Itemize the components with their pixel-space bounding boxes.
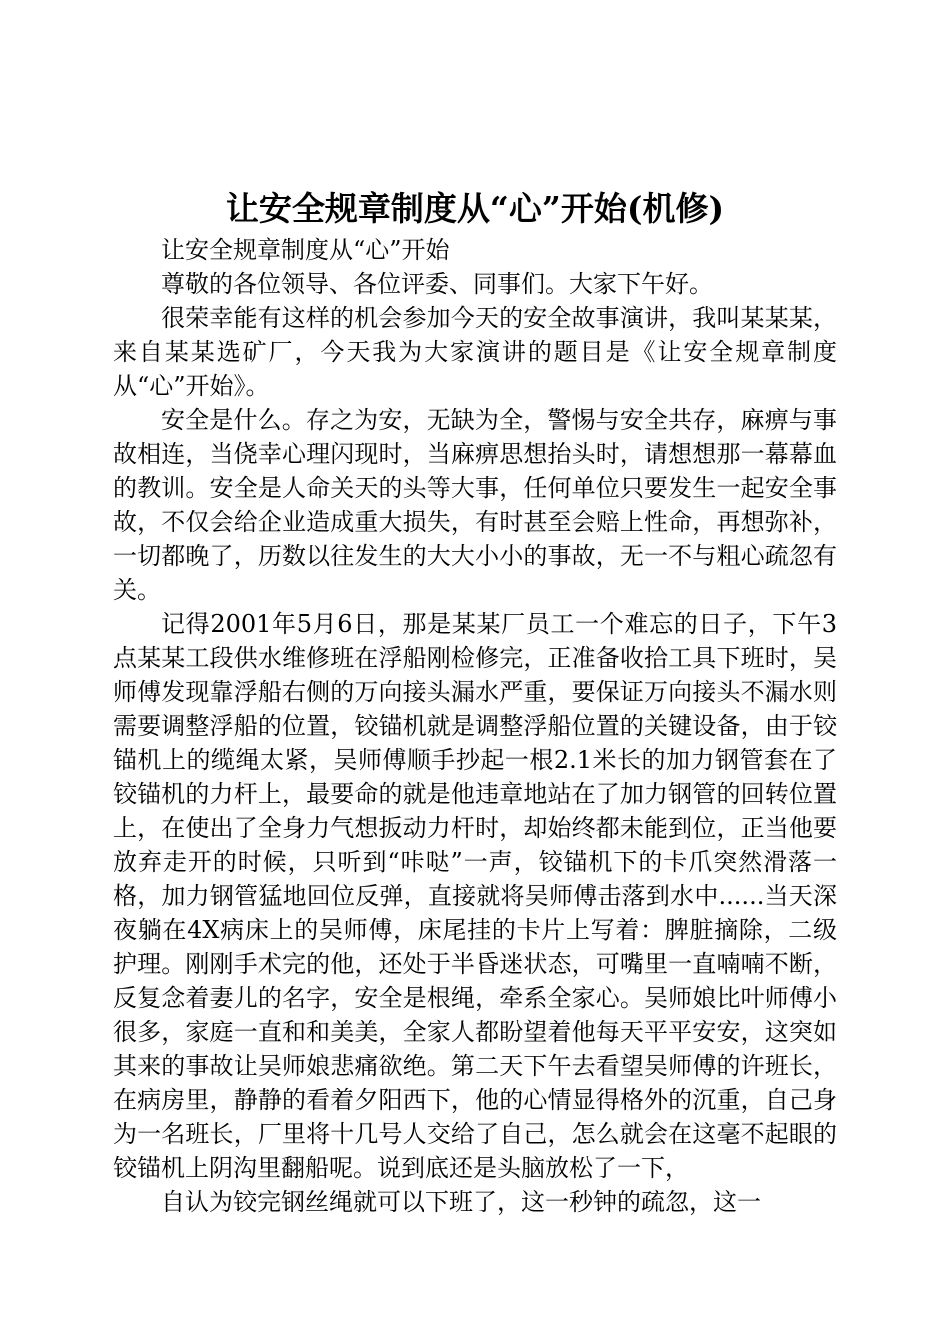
document-title: 让安全规章制度从“心”开始(机修) [225, 189, 725, 228]
paragraph-what-is-safety: 安全是什么。存之为安，无缺为全，警惕与安全共存，麻痹与事故相连，当侥幸心理闪现时，当麻痹思想抬头时，请想想那一幕幕血的教训。安全是人命关天的头等大事，任何单位只要发生一起安全事故，不仅会给企业造成重大损失，有时甚至会赔上性命，再想弥补，一切都晚了，历数以往发生的大大小小的事故，无一不与粗心疏忽有关。 [113, 406, 837, 604]
document-body [113, 233, 837, 1219]
paragraph-continuation: 自认为铰完钢丝绳就可以下班了，这一秒钟的疏忽，这一 [161, 1188, 761, 1216]
paragraph-intro: 很荣幸能有这样的机会参加今天的安全故事演讲，我叫某某某，来自某某选矿厂，今天我为大家演讲的题目是《让安全规章制度从“心”开始》。 [113, 304, 837, 400]
paragraph-accident-story: 记得2001年5月6日，那是某某厂员工一个难忘的日子，下午3点某某工段供水维修班在浮船刚检修完，正准备收拾工具下班时，吴师傅发现靠浮船右侧的万向接头漏水严重，要保证万向接头不漏水则需要调整浮船的位置，铰锚机就是调整浮船位置的关键设备，由于铰锚机上的缆绳太紧，吴师傅顺手抄起一根2.1米长的加力钢管套在了铰锚机的力杆上，最要命的就是他违章地站在了加力钢管的回转位置上，在使出了全身力气想扳动力杆时，却始终都未能到位，正当他要放弃走开的时候，只听到“咔哒”一声，铰锚机下的卡爪突然滑落一格，加力钢管猛地回位反弹，直接就将吴师傅击落到水中......当天深夜躺在4X病床上的吴师傅，床尾挂的卡片上写着：脾脏摘除，二级护理。刚刚手术完的他，还处于半昏迷状态，可嘴里一直喃喃不断，反复念着妻儿的名字，安全是根绳，牵系全家心。吴师娘比叶师傅小很多，家庭一直和和美美，全家人都盼望着他每天平平安安，这突如其来的事故让吴师娘悲痛欲绝。第二天下午去看望吴师傅的许班长，在病房里，静静的看着夕阳西下，他的心情显得格外的沉重，自己身为一名班长，厂里将十几号人交给了自己，怎么就会在这毫不起眼的铰锚机上阴沟里翻船呢。说到底还是头脑放松了一下， [113, 610, 837, 1182]
paragraph-greeting: 尊敬的各位领导、各位评委、同事们。大家下午好。 [161, 270, 713, 298]
paragraph-subtitle: 让安全规章制度从“心”开始 [161, 236, 450, 264]
